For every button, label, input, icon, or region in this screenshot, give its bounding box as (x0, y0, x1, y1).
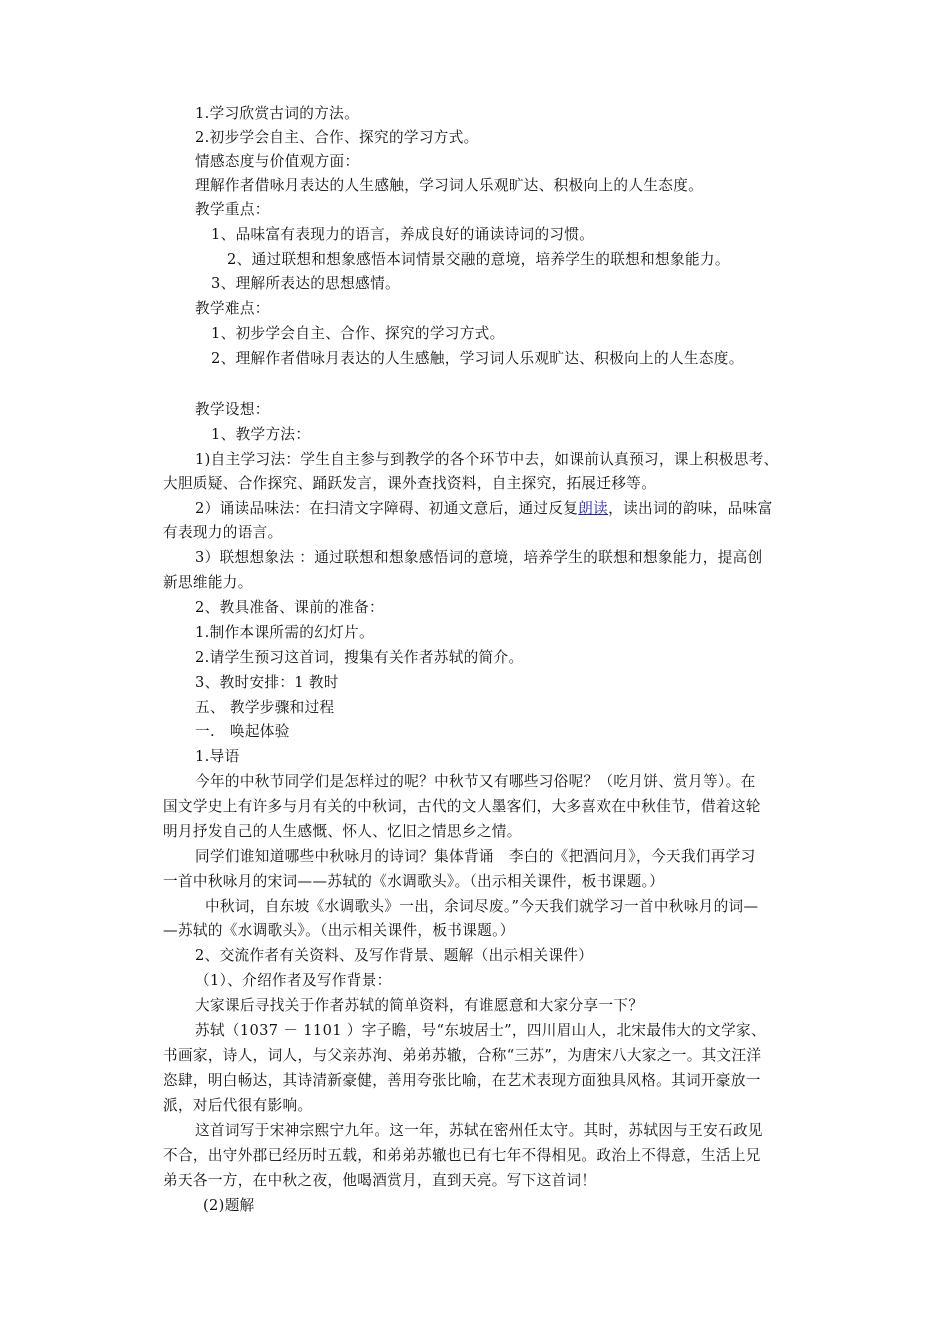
section-heading: 一. 唤起体验 (195, 723, 290, 740)
text-line: 2.请学生预习这首词，搜集有关作者苏轼的简介。 (195, 649, 524, 666)
text-line: 1.制作本课所需的幻灯片。 (195, 624, 375, 641)
text-line: 3、教时安排：1 教时 (195, 674, 339, 691)
text-line: 有表现力的语言。 (163, 524, 283, 541)
text-line: 1)自主学习法：学生自主参与到教学的各个环节中去，如课前认真预习，课上积极思考、 (195, 451, 779, 468)
section-heading: 教学难点： (195, 300, 270, 317)
section-heading: (2)题解 (203, 1197, 255, 1214)
section-heading: 1.导语 (195, 748, 240, 765)
text-line: 这首词写于宋神宗熙宁九年。这一年，苏轼在密州任太守。其时，苏轼因与王安石政见 (195, 1122, 763, 1139)
section-heading: 教学设想： (195, 401, 270, 418)
text-segment: 2）诵读品味法：在扫清文字障碍、初通文意后，通过反复 (195, 500, 579, 517)
section-heading: （1）、介绍作者及写作背景： (195, 972, 392, 989)
text-line: 苏轼（1037 － 1101 ）字子瞻，号“东坡居士”，四川眉山人，北宋最伟大的文学家、 (195, 1022, 766, 1039)
text-line: 书画家，诗人，词人，与父亲苏洵、弟弟苏辙，合称“三苏”，为唐宋八大家之一。其文汪洋 (163, 1047, 762, 1064)
text-line: 一首中秋咏月的宋词——苏轼的《水调歌头》。（出示相关课件，板书课题。） (163, 873, 665, 890)
reading-link[interactable]: 朗读 (578, 500, 609, 517)
text-line: 不合，出守外郡已经历时五载，和弟弟苏辙也已有七年不得相见。政治上不得意，生活上兄 (163, 1147, 761, 1164)
text-line: 1、教学方法： (211, 426, 311, 443)
text-line: 恣肆，明白畅达，其诗清新豪健，善用夸张比喻，在艺术表现方面独具风格。其词开豪放一 (163, 1072, 761, 1089)
text-line: 大胆质疑、合作探究、踊跃发言，课外查找资料，自主探究，拓展迁移等。 (163, 475, 657, 492)
section-heading: 五、 教学步骤和过程 (195, 699, 335, 716)
section-heading: 情感态度与价值观方面： (195, 153, 360, 170)
text-line: 中秋词，自东坡《水调歌头》一出，余词尽废。”今天我们就学习一首中秋咏月的词— (205, 898, 759, 915)
text-line: 2.初步学会自主、合作、探究的学习方式。 (195, 129, 479, 146)
text-line: 新思维能力。 (163, 574, 253, 591)
text-line: 2、通过联想和想象感悟本词情景交融的意境，培养学生的联想和想象能力。 (227, 251, 730, 268)
text-line: 1.学习欣赏古词的方法。 (195, 105, 360, 122)
text-line: 3、理解所表达的思想感情。 (211, 275, 400, 292)
section-heading: 2、交流作者有关资料、及写作背景、题解（出示相关课件） (195, 947, 594, 964)
text-line: 派，对后代很有影响。 (163, 1097, 313, 1114)
text-line: 1、品味富有表现力的语言，养成良好的诵读诗词的习惯。 (211, 226, 595, 243)
text-line: 明月抒发自己的人生感慨、怀人、忆旧之情思乡之情。 (163, 823, 522, 840)
text-line: 3）联想想象法 ：通过联想和想象感悟词的意境，培养学生的联想和想象能力，提高创 (195, 549, 763, 566)
text-line: 同学们谁知道哪些中秋咏月的诗词？集体背诵 李白的《把酒问月》，今天我们再学习 (195, 848, 756, 865)
section-heading: 教学重点： (195, 201, 270, 218)
text-line: 1、初步学会自主、合作、探究的学习方式。 (211, 325, 505, 342)
text-line: 大家课后寻找关于作者苏轼的简单资料，有谁愿意和大家分享一下？ (195, 997, 644, 1014)
text-segment: ，读出词的韵味，品味富 (608, 500, 773, 517)
text-line: 理解作者借咏月表达的人生感触，学习词人乐观旷达、积极向上的人生态度。 (195, 177, 704, 194)
text-line: 国文学史上有许多与月有关的中秋词，古代的文人墨客们，大多喜欢在中秋佳节，借着这轮 (163, 798, 761, 815)
text-line: 今年的中秋节同学们是怎样过的呢？中秋节又有哪些习俗呢？（吃月饼、赏月等）。在 (195, 773, 756, 790)
text-line (195, 498, 773, 520)
text-line: 2、理解作者借咏月表达的人生感触，学习词人乐观旷达、积极向上的人生态度。 (211, 350, 744, 367)
text-line: —苏轼的《水调歌头》。（出示相关课件，板书课题。） (163, 922, 515, 939)
text-line: 2、教具准备、课前的准备： (195, 599, 384, 616)
text-line: 弟天各一方，在中秋之夜，他喝酒赏月，直到天亮。写下这首词！ (163, 1172, 597, 1189)
